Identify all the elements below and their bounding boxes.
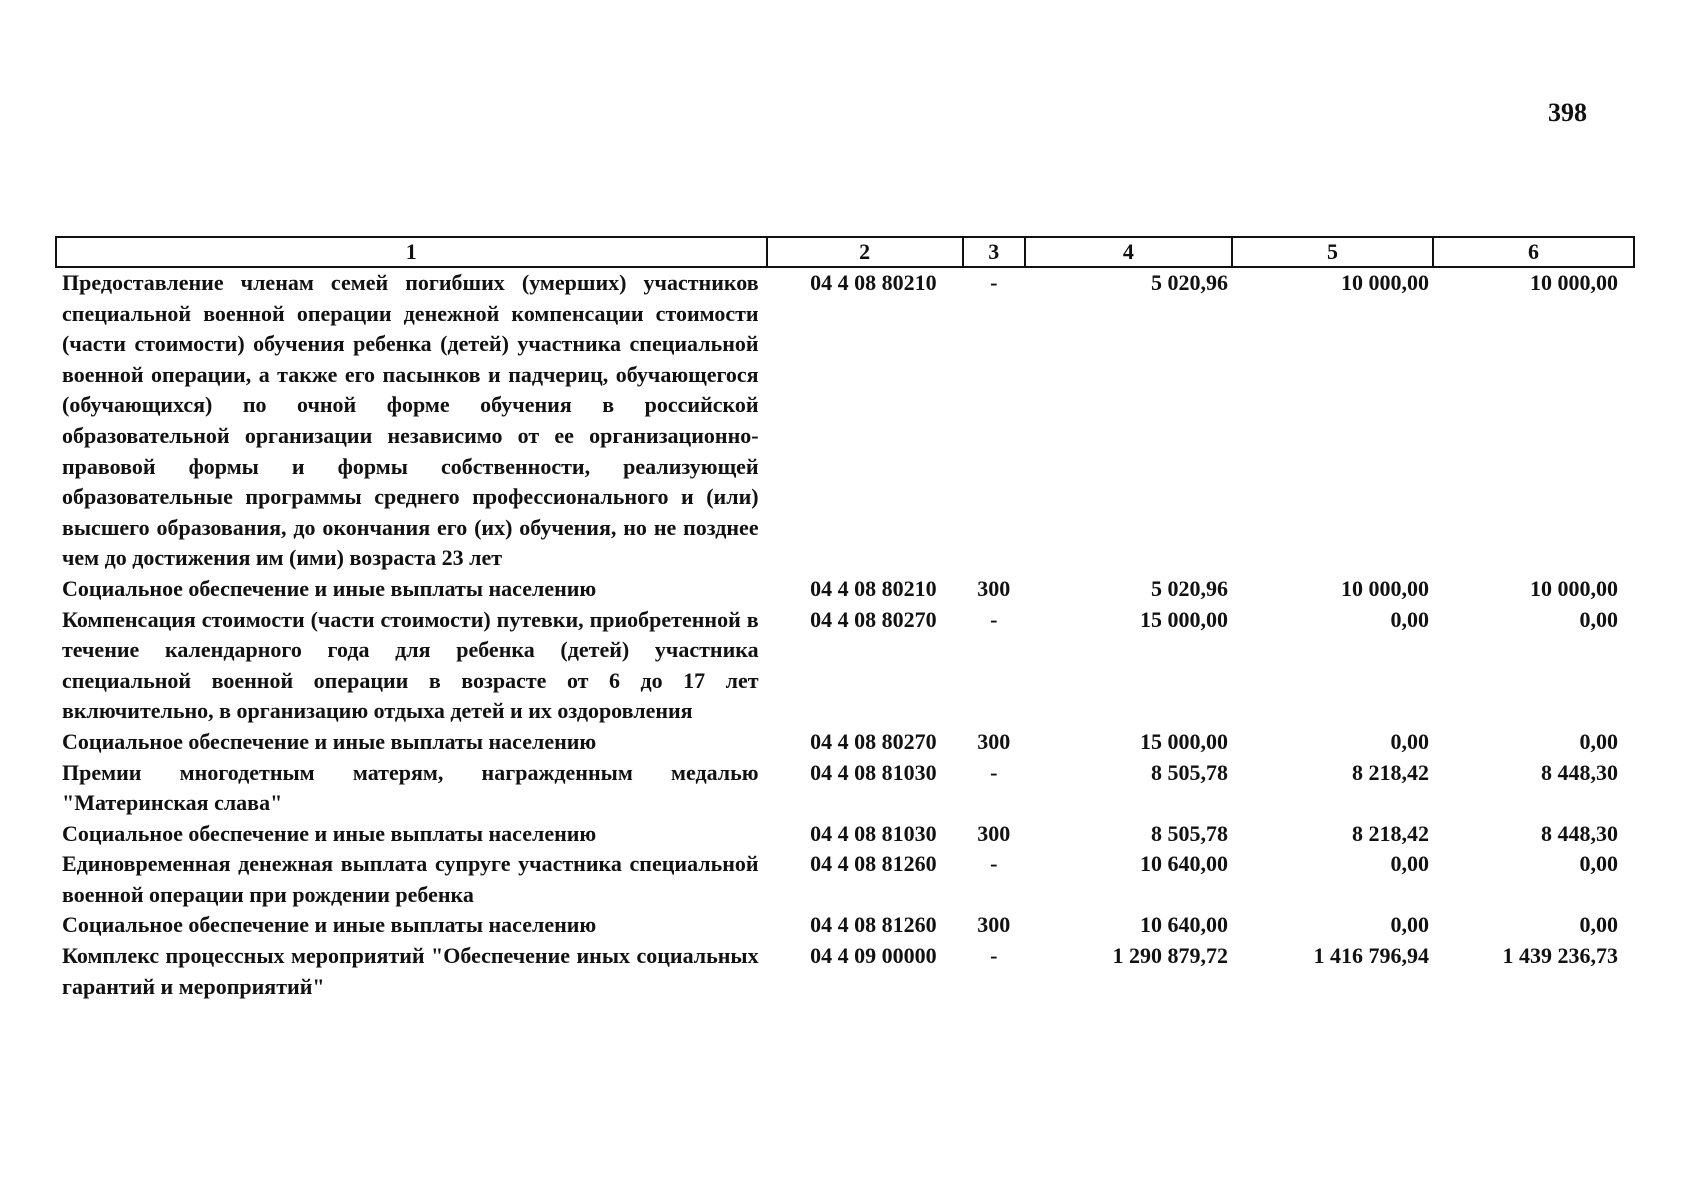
table-body (56, 267, 1634, 1002)
table-row (56, 727, 1634, 758)
header-cell-2: 2 (767, 237, 963, 267)
row-code: 04 4 08 81030 (810, 759, 937, 785)
header-cell-3: 3 (963, 237, 1025, 267)
row-name: Предоставление членам семей погибших (умерших) участников специальной военной операции денежной компенсации стоимости (части стоимости) обучения ребенка (детей) участника специальной военной операции, а также его пасынков и падчериц, обучающегося (обучающихся) по очной форме обучения в российской образовательной организации независимо от ее организационно-правовой формы и формы собственности, реализующей образовательные программы среднего профессионального и (или) высшего образования, до окончания его (их) обучения, но не позднее чем до достижения им (ими) возраста 23 лет (62, 270, 759, 571)
row-value-col4: 15 000,00 (1139, 606, 1228, 632)
row-value-col5: 0,00 (1390, 606, 1429, 632)
row-code: 04 4 08 80270 (810, 728, 937, 754)
row-value-col4: 5 020,96 (1150, 575, 1228, 601)
table-row (56, 819, 1634, 850)
row-value-col6: 0,00 (1579, 851, 1618, 877)
row-expense-type: - (990, 851, 998, 877)
row-code: 04 4 09 00000 (810, 943, 937, 969)
row-value-col6: 10 000,00 (1530, 270, 1618, 295)
row-code: 04 4 08 80210 (810, 270, 937, 295)
row-value-col4: 8 505,78 (1150, 820, 1228, 846)
table-row (56, 574, 1634, 605)
row-value-col5: 0,00 (1390, 851, 1429, 877)
row-code: 04 4 08 81260 (810, 851, 937, 877)
table-row (56, 758, 1634, 819)
header-row (56, 237, 1634, 267)
row-name: Компенсация стоимости (части стоимости) путевки, приобретенной в течение календарного года для ребенка (детей) участника специальной военной операции в возрасте от 6 до 17 лет включительно, в организацию отдыха детей и их оздоровления (62, 606, 759, 724)
row-value-col6: 10 000,00 (1530, 575, 1618, 601)
row-value-col6: 1 439 236,73 (1502, 943, 1618, 969)
header-cell-4: 4 (1025, 237, 1232, 267)
row-expense-type: 300 (977, 728, 1011, 754)
row-name: Социальное обеспечение и иные выплаты населению (62, 912, 597, 938)
row-value-col5: 10 000,00 (1340, 575, 1429, 601)
table-row (56, 849, 1634, 910)
row-expense-type: 300 (977, 575, 1011, 601)
table-row (56, 941, 1634, 1002)
row-value-col4: 15 000,00 (1139, 728, 1228, 754)
table-row (56, 605, 1634, 727)
header-cell-6: 6 (1433, 237, 1634, 267)
row-value-col6: 8 448,30 (1541, 820, 1618, 846)
row-code: 04 4 08 81260 (810, 912, 937, 938)
row-expense-type: 300 (977, 912, 1011, 938)
page-number: 398 (1548, 98, 1587, 127)
row-code: 04 4 08 80270 (810, 606, 937, 632)
row-expense-type: - (990, 759, 998, 785)
table-row (56, 910, 1634, 941)
header-cell-1: 1 (56, 237, 767, 267)
row-name: Премии многодетным матерям, награжденным медалью "Материнская слава" (62, 759, 759, 816)
header-cell-5: 5 (1232, 237, 1433, 267)
row-code: 04 4 08 80210 (810, 575, 937, 601)
row-value-col4: 5 020,96 (1150, 270, 1228, 295)
row-name: Комплекс процессных мероприятий "Обеспечение иных социальных гарантий и мероприятий" (62, 943, 759, 999)
table-row (56, 267, 1634, 574)
row-value-col6: 0,00 (1579, 912, 1618, 938)
budget-table (55, 236, 1635, 1002)
row-name: Социальное обеспечение и иные выплаты населению (62, 575, 597, 601)
row-value-col4: 10 640,00 (1139, 912, 1228, 938)
row-code: 04 4 08 81030 (810, 820, 937, 846)
row-expense-type: - (990, 943, 998, 969)
row-value-col6: 0,00 (1579, 728, 1618, 754)
row-value-col4: 8 505,78 (1150, 759, 1228, 785)
row-name: Социальное обеспечение и иные выплаты населению (62, 728, 597, 754)
row-value-col4: 10 640,00 (1139, 851, 1228, 877)
row-value-col5: 0,00 (1390, 912, 1429, 938)
row-value-col6: 0,00 (1579, 606, 1618, 632)
row-value-col5: 8 218,42 (1351, 820, 1429, 846)
row-value-col5: 8 218,42 (1351, 759, 1429, 785)
row-name: Единовременная денежная выплата супруге участника специальной военной операции при рождении ребенка (62, 851, 759, 907)
row-value-col5: 1 416 796,94 (1313, 943, 1429, 969)
row-value-col5: 0,00 (1390, 728, 1429, 754)
row-value-col4: 1 290 879,72 (1112, 943, 1228, 969)
row-expense-type: 300 (977, 820, 1011, 846)
row-value-col5: 10 000,00 (1340, 270, 1429, 295)
row-expense-type: - (990, 270, 998, 295)
row-name: Социальное обеспечение и иные выплаты населению (62, 820, 597, 846)
row-expense-type: - (990, 606, 998, 632)
row-value-col6: 8 448,30 (1541, 759, 1618, 785)
table-header (56, 237, 1634, 267)
